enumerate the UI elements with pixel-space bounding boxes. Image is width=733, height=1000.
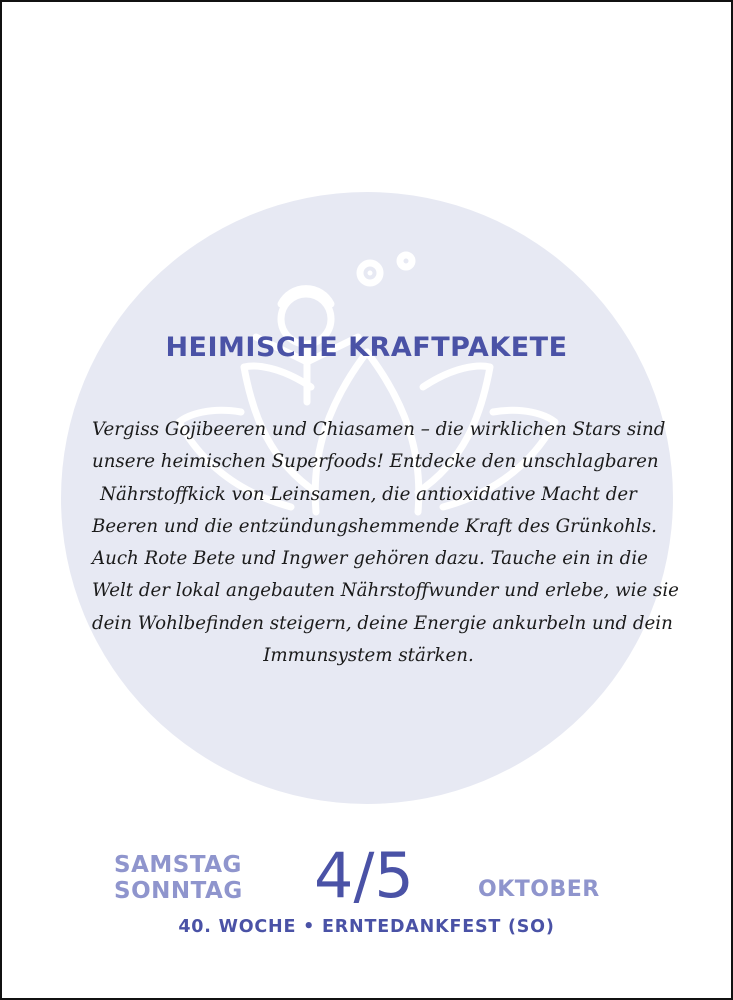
date-numbers: 4/5: [314, 839, 414, 912]
body-line: unsere heimischen Superfoods! Entdecke den unschlagbaren: [92, 451, 659, 473]
body-line: Vergiss Gojibeeren und Chiasamen – die wirklichen Stars sind: [92, 419, 666, 440]
weekday-labels: [114, 852, 243, 904]
body-line: dein Wohlbefinden steigern, deine Energie ankurbeln und dein: [92, 612, 673, 634]
body-line: Nährstoffkick von Leinsamen, die antioxidative Macht der: [100, 483, 637, 505]
card-title: HEIMISCHE KRAFTPAKETE: [165, 332, 568, 363]
body-line: Beeren und die entzündungshemmende Kraft des Grünkohls.: [92, 515, 657, 537]
body-line: Auch Rote Bete und Ingwer gehören dazu. Tauche ein in die: [92, 548, 648, 570]
weekday-sunday: SONNTAG: [114, 878, 243, 904]
week-info: 40. WOCHE • ERNTEDANKFEST (SO): [178, 917, 555, 937]
weekday-saturday: SAMSTAG: [114, 852, 242, 878]
card-body: [92, 414, 679, 672]
month-label: OKTOBER: [478, 877, 600, 902]
body-line: Welt der lokal angebauten Nährstoffwunder und erlebe, wie sie: [92, 580, 679, 602]
body-line: Immunsystem stärken.: [263, 645, 474, 667]
